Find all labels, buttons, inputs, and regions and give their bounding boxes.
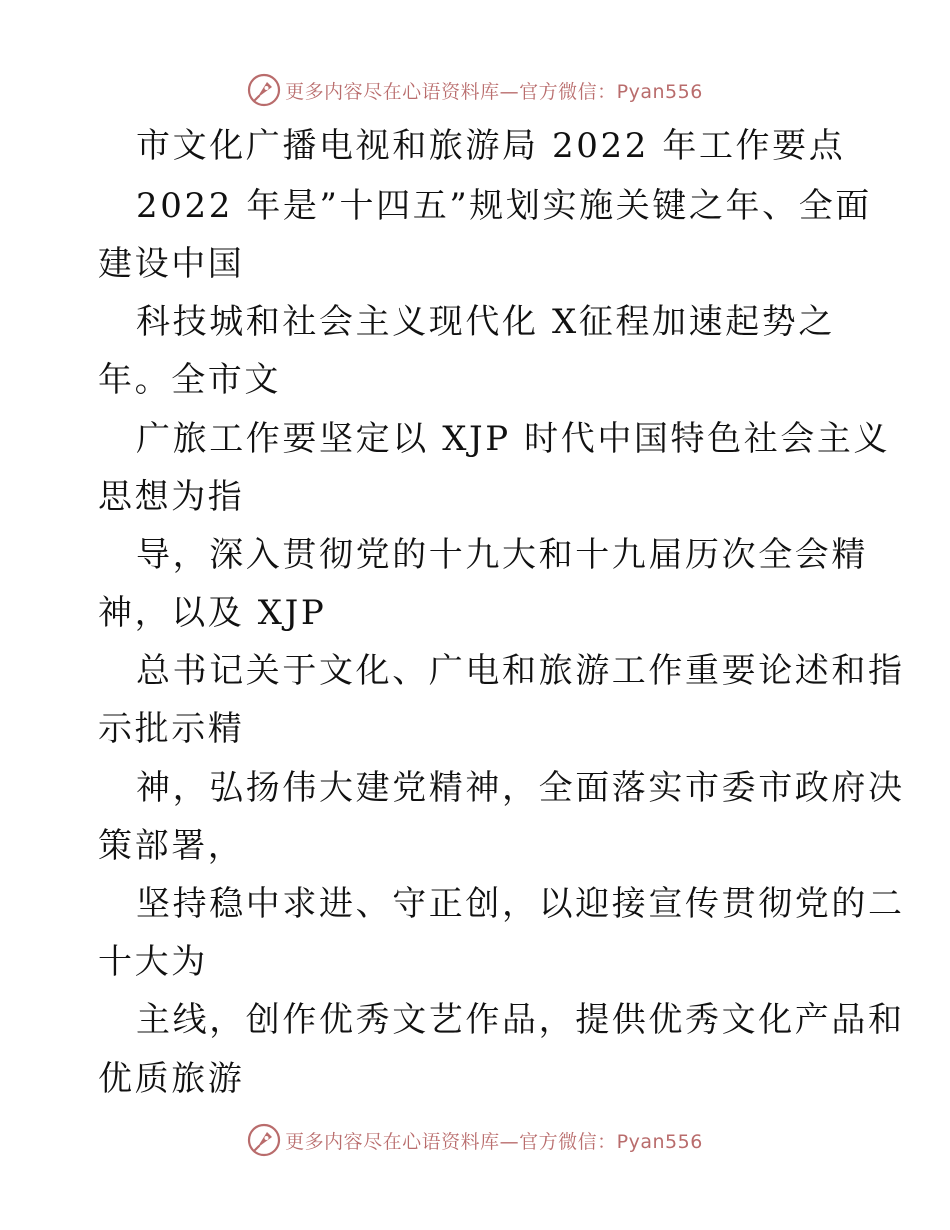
paragraph-line: 广旅工作要坚定以 XJP 时代中国特色社会主义 [136, 419, 891, 459]
paragraph-line: 建设中国 [98, 244, 245, 284]
fountain-pen-nib-icon [247, 1123, 281, 1157]
paragraph-line: 科技城和社会主义现代化 X征程加速起势之 [136, 302, 836, 342]
footer-watermark-banner [0, 1120, 950, 1160]
paragraph-line: 策部署， [98, 826, 245, 866]
paragraph-line: 神，以及 XJP [98, 593, 327, 633]
watermark-text: 更多内容尽在心语资料库—官方微信：Pyan556 [285, 1130, 703, 1153]
paragraph-line: 优质旅游 [98, 1059, 245, 1099]
paragraph-line: 神，弘扬伟大建党精神，全面落实市委市政府决 [136, 768, 905, 808]
paragraph-line: 导，深入贯彻党的十九大和十九届历次全会精 [136, 535, 868, 575]
watermark-text: 更多内容尽在心语资料库—官方微信：Pyan556 [285, 80, 703, 103]
paragraph-line: 总书记关于文化、广电和旅游工作重要论述和指 [136, 651, 905, 691]
paragraph-line: 十大为 [98, 942, 208, 982]
paragraph-line: 2022 年是”十四五”规划实施关键之年、全面 [136, 186, 872, 226]
paragraph-line: 示批示精 [98, 709, 245, 749]
paragraph-line: 思想为指 [98, 477, 245, 517]
paragraph-line: 主线，创作优秀文艺作品，提供优秀文化产品和 [136, 1000, 905, 1040]
document-title: 市文化广播电视和旅游局 2022 年工作要点 [136, 126, 846, 166]
paragraph-line: 年。全市文 [98, 360, 281, 400]
paragraph-line: 坚持稳中求进、守正创，以迎接宣传贯彻党的二 [136, 884, 905, 924]
